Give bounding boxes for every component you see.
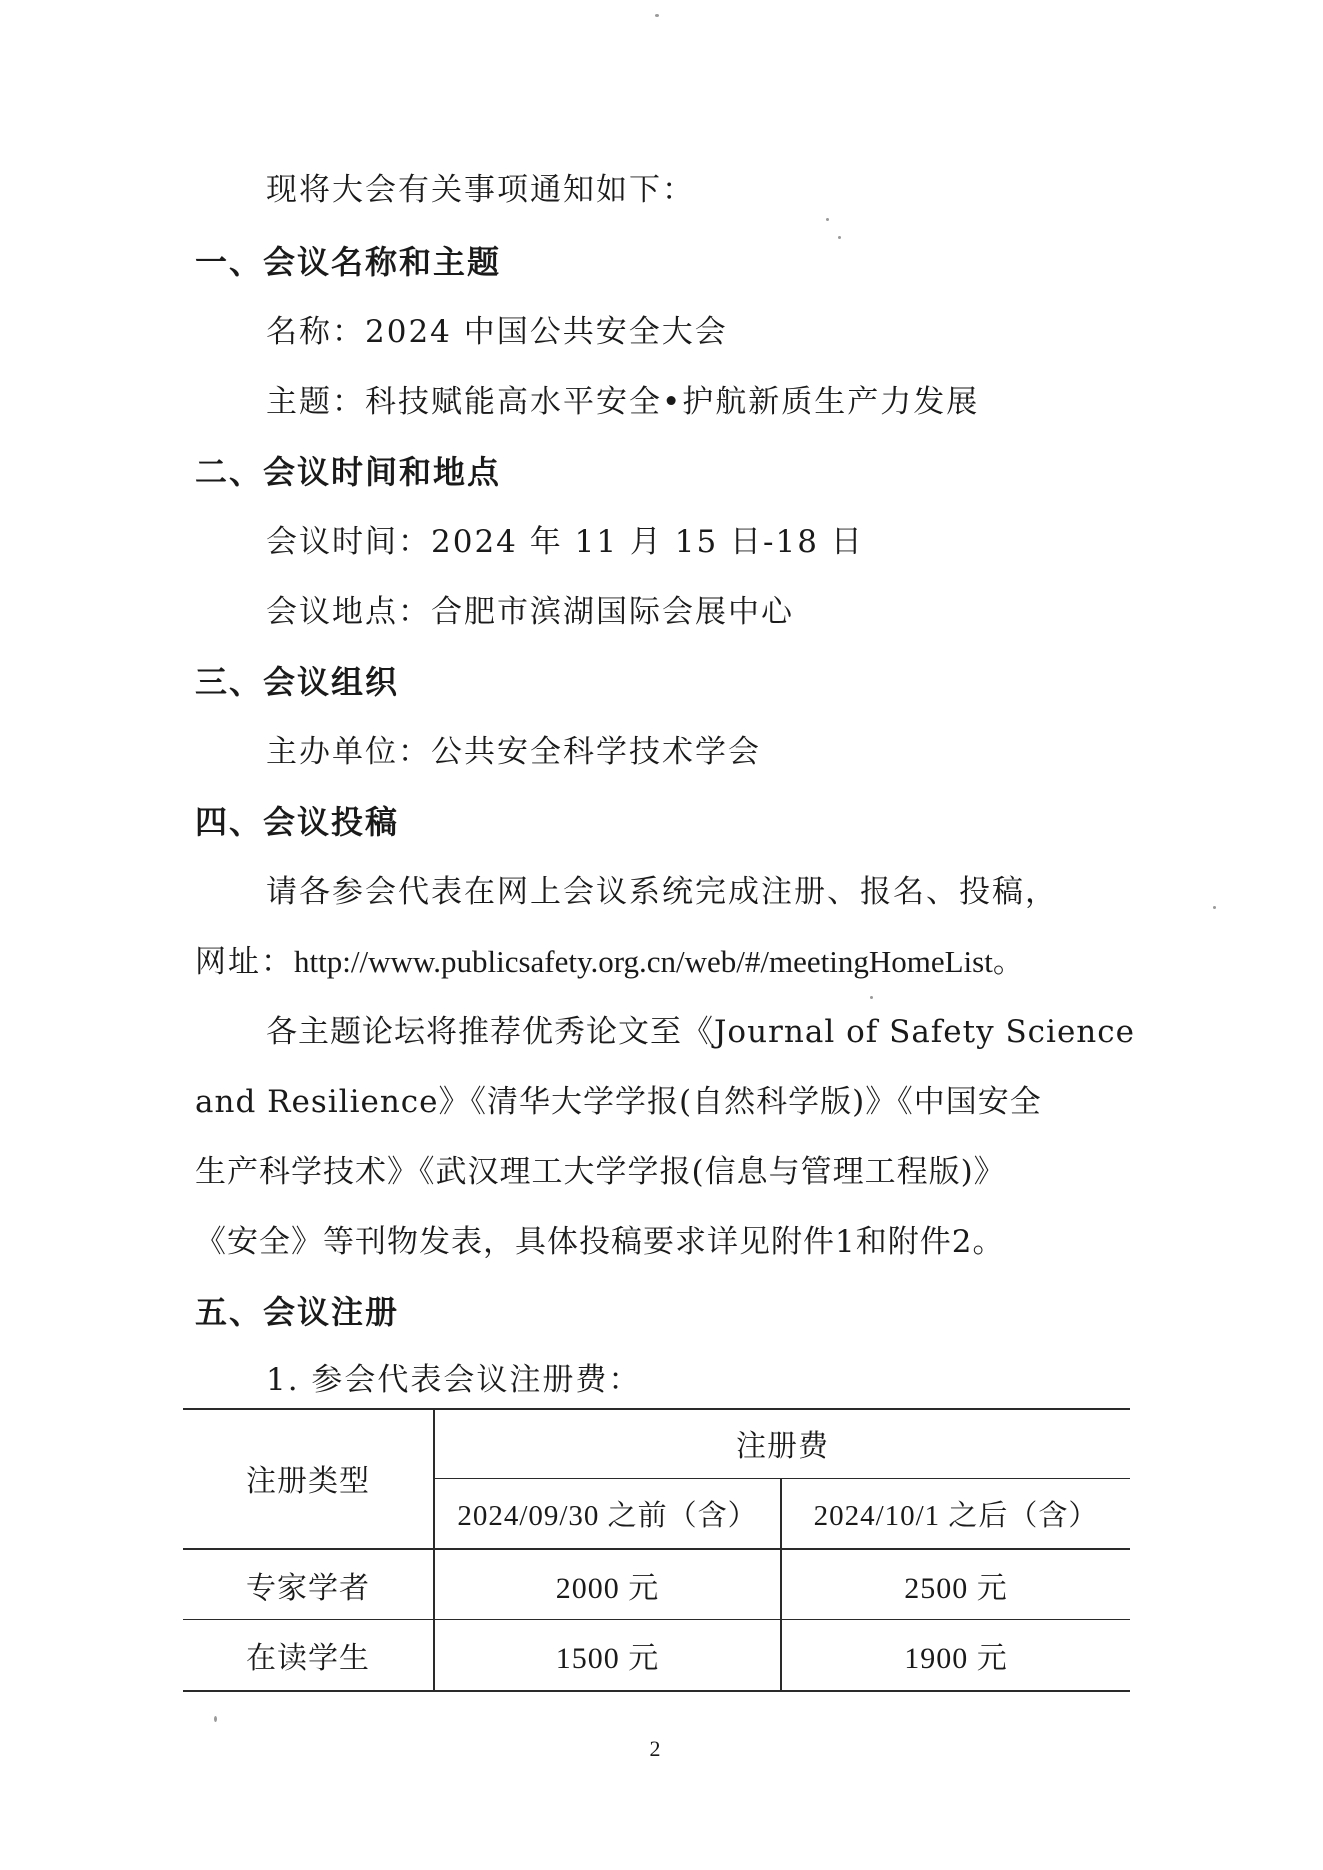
row-expert-type: 专家学者: [246, 1570, 370, 1606]
submission-para-line-1: 请各参会代表在网上会议系统完成注册、报名、投稿，: [266, 874, 1058, 910]
row-student-type: 在读学生: [246, 1641, 370, 1676]
row-expert-fee-before: 2000 元: [555, 1571, 660, 1605]
type-header-cell: 注册类型: [246, 1464, 370, 1499]
fee-item-label: 1. 参会代表会议注册费：: [266, 1362, 642, 1398]
organizer-line: 主办单位：公共安全科学技术学会: [266, 734, 761, 770]
scan-speck: [1213, 906, 1216, 909]
scan-speck: [870, 996, 873, 999]
registration-fee-table: [183, 1408, 1130, 1692]
journals-para-line-2: and Resilience》《清华大学学报(自然科学版)》《中国安全: [195, 1084, 1042, 1120]
section-5-heading: 五、会议注册: [195, 1293, 400, 1331]
scan-speck: [838, 236, 841, 239]
meeting-name-line: 名称：2024 中国公共安全大会: [266, 314, 728, 350]
journals-para-line-4: 《安全》等刊物发表，具体投稿要求详见附件1和附件2。: [195, 1224, 1005, 1260]
section-1-heading: 一、会议名称和主题: [195, 243, 502, 281]
row-expert-fee-after: 2500 元: [904, 1571, 1008, 1605]
journals-para-line-3: 生产科学技术》《武汉理工大学学报(信息与管理工程版)》: [195, 1154, 1006, 1190]
journals-para-line-1: 各主题论坛将推荐优秀论文至《Journal of Safety Science: [266, 1014, 1135, 1050]
url-suffix: 。: [992, 944, 1026, 980]
intro-text: 现将大会有关事项通知如下：: [266, 172, 695, 208]
section-3-heading: 三、会议组织: [195, 663, 400, 701]
period-after-header: 2024/10/1 之后（含）: [813, 1500, 1099, 1532]
url-prefix: 网址：: [195, 944, 294, 980]
page-number: 2: [649, 1736, 661, 1761]
period-before-header: 2024/09/30 之前（含）: [457, 1500, 758, 1532]
submission-url-link[interactable]: http://www.publicsafety.org.cn/web/#/meetingHomeList: [294, 944, 993, 979]
scan-speck: [826, 218, 829, 221]
meeting-time-line: 会议时间：2024 年 11 月 15 日-18 日: [266, 524, 864, 560]
row-student-fee-after: 1900 元: [904, 1642, 1008, 1675]
meeting-place-line: 会议地点：合肥市滨湖国际会展中心: [266, 594, 794, 630]
section-4-heading: 四、会议投稿: [195, 803, 400, 841]
fee-header-cell: 注册费: [736, 1429, 829, 1464]
meeting-theme-line: 主题：科技赋能高水平安全•护航新质生产力发展: [266, 384, 980, 420]
section-2-heading: 二、会议时间和地点: [195, 453, 502, 491]
row-student-fee-before: 1500 元: [555, 1642, 660, 1675]
table-bottom-rule: [183, 1690, 1130, 1692]
scan-speck: [655, 14, 659, 17]
submission-para-line-2: [195, 942, 1026, 982]
scan-speck: [214, 1716, 217, 1722]
